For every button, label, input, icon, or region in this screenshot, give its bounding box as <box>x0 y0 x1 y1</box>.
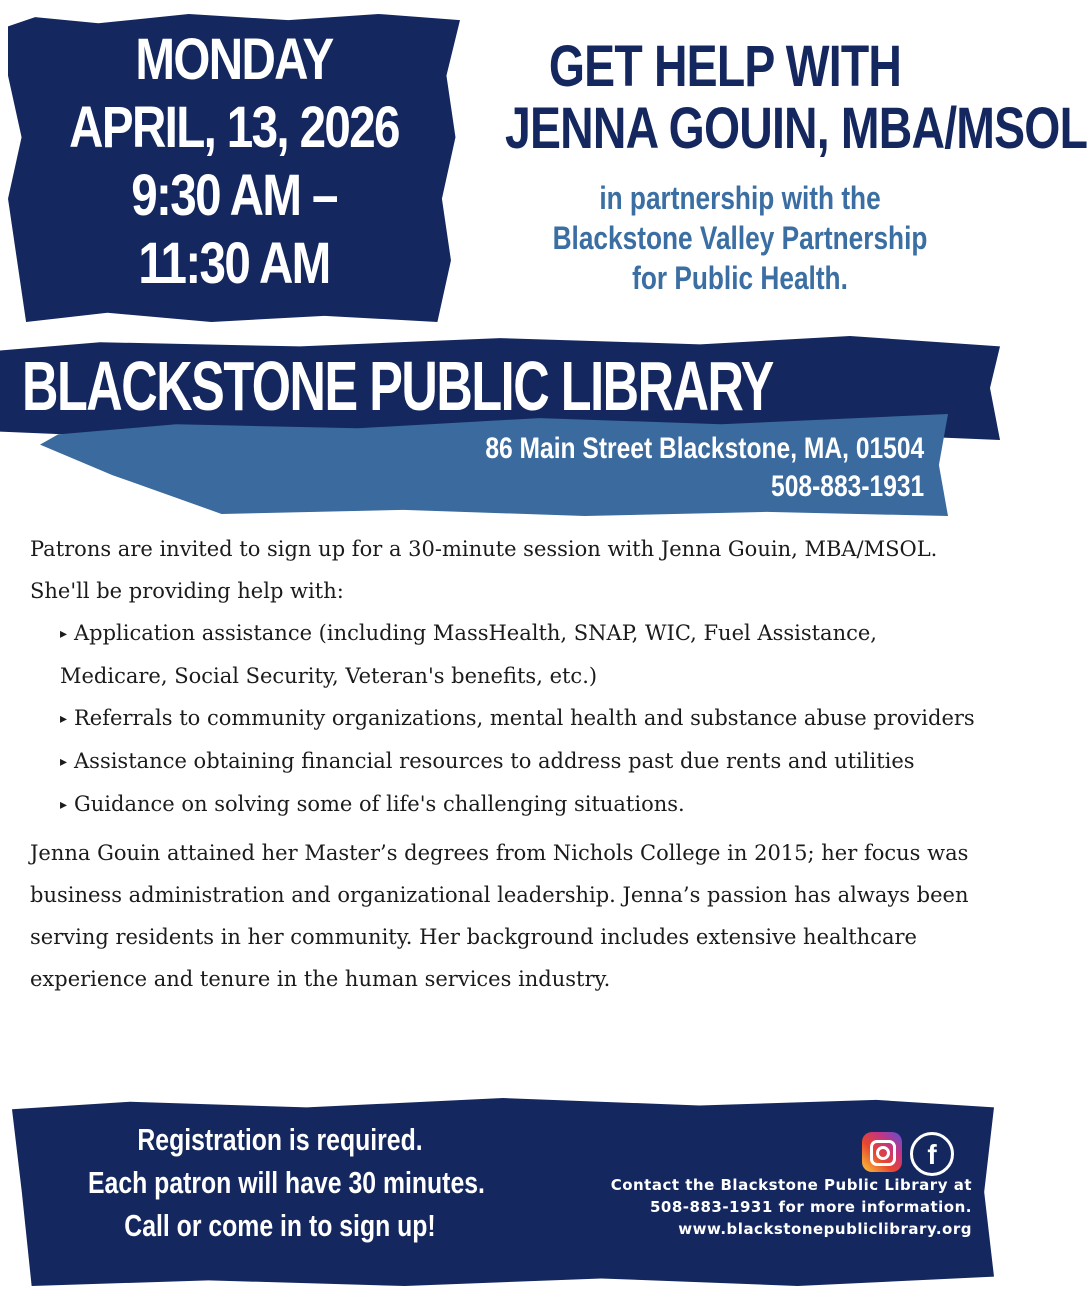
library-address: 86 Main Street Blackstone, MA, 01504 <box>485 432 924 465</box>
triangle-bullet-icon: ▸ <box>60 754 68 770</box>
social-icons <box>862 1132 954 1176</box>
registration-line-1: Registration is required. <box>137 1122 423 1157</box>
library-phone: 508-883-1931 <box>770 470 924 503</box>
event-time-end: 11:30 AM <box>138 231 330 296</box>
contact-line-1: Contact the Blackstone Public Library at <box>610 1176 972 1194</box>
list-item: ▸ Assistance obtaining financial resources to address past due rents and utilities <box>60 740 980 783</box>
page-title <box>450 34 1087 161</box>
list-item: ▸ Application assistance (including MassHealth, SNAP, WIC, Fuel Assistance, Medicare, Social Security, Veteran's benefits, etc.) <box>60 612 980 697</box>
intro-paragraph: Patrons are invited to sign up for a 30-minute session with Jenna Gouin, MBA/MSOL. She'll be providing help with: <box>30 537 938 603</box>
registration-line-2: Each patron will have 30 minutes. <box>88 1165 485 1200</box>
list-item: ▸ Referrals to community organizations, mental health and substance abuse providers <box>60 697 980 740</box>
event-day: MONDAY <box>135 27 333 92</box>
body-content <box>30 528 980 1000</box>
partnership-line-2: Blackstone Valley Partnership <box>552 220 928 256</box>
library-name: BLACKSTONE PUBLIC LIBRARY <box>22 347 773 425</box>
title-line-2: JENNA GOUIN, MBA/MSOL <box>505 96 1087 161</box>
event-datetime <box>8 26 460 298</box>
title-line-1: GET HELP WITH <box>548 34 902 99</box>
triangle-bullet-icon: ▸ <box>60 626 68 642</box>
partnership-line-3: for Public Health. <box>632 260 848 296</box>
partnership-line-1: in partnership with the <box>599 180 881 216</box>
triangle-bullet-icon: ▸ <box>60 797 68 813</box>
library-website-link[interactable]: www.blackstonepubliclibrary.org <box>678 1220 972 1238</box>
registration-line-3: Call or come in to sign up! <box>124 1208 436 1243</box>
event-time-start: 9:30 AM – <box>131 163 337 228</box>
contact-info <box>532 1174 972 1240</box>
contact-line-2: 508-883-1931 for more information. <box>649 1198 972 1216</box>
event-date: APRIL, 13, 2026 <box>69 95 399 160</box>
bio-paragraph: Jenna Gouin attained her Master’s degrees from Nichols College in 2015; her focus was business administration and organizational leadership. Jenna’s passion has always been serving residents in her community. Her background includes extensive healthcare experience and tenure in the human services industry. <box>30 841 969 991</box>
services-list <box>30 612 980 826</box>
triangle-bullet-icon: ▸ <box>60 711 68 727</box>
registration-info <box>40 1118 520 1247</box>
library-address-block <box>389 430 924 506</box>
facebook-icon[interactable]: f <box>910 1132 954 1176</box>
instagram-icon[interactable] <box>862 1132 902 1172</box>
list-item: ▸ Guidance on solving some of life's challenging situations. <box>60 783 980 826</box>
partnership-text <box>480 178 1000 298</box>
